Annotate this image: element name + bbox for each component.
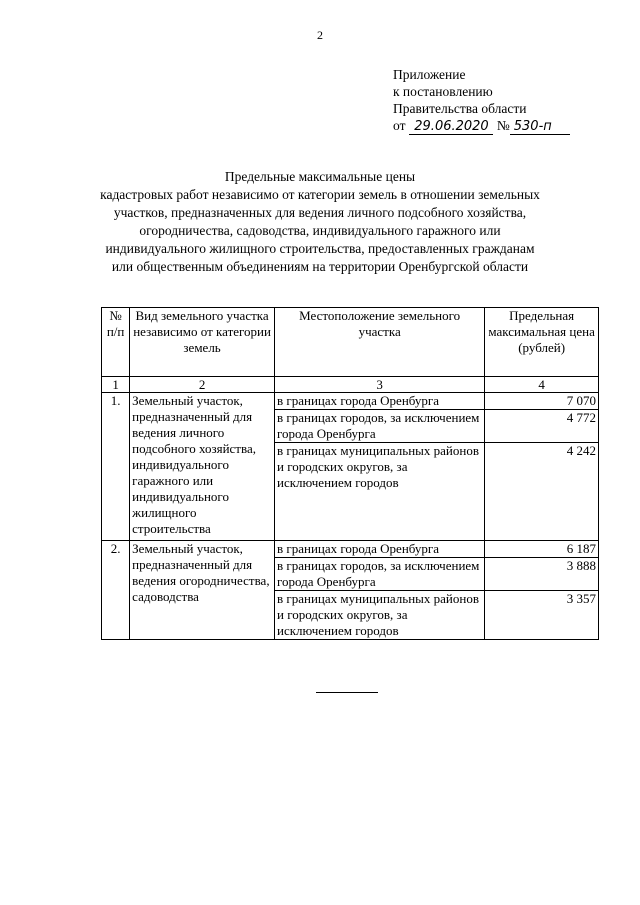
title-line: индивидуального жилищного строительства, предоставленных гражданам — [105, 241, 535, 256]
column-number: 2 — [130, 377, 275, 393]
land-type-cell: Земельный участок, предназначенный для ведения огородничества, садоводства — [130, 541, 275, 640]
title-line: Предельные максимальные цены — [224, 169, 416, 184]
from-label: от — [393, 118, 406, 133]
location-cell: в границах муниципальных районов и городских округов, за исключением городов — [275, 591, 485, 640]
title-line: участков, предназначенных для ведения личного подсобного хозяйства, — [113, 205, 527, 220]
document-title — [60, 168, 580, 276]
price-cell: 3 888 — [485, 558, 599, 591]
column-number: 4 — [485, 377, 599, 393]
location-cell: в границах города Оренбурга — [275, 393, 485, 410]
header-cell: Вид земельного участка независимо от категории земель — [130, 308, 275, 377]
handwritten-number: 530-п — [510, 120, 570, 135]
price-cell: 4 242 — [485, 443, 599, 541]
column-number: 1 — [102, 377, 130, 393]
title-line: кадастровых работ независимо от категории земель в отношении земельных — [100, 187, 540, 202]
header-cell: № п/п — [102, 308, 130, 377]
price-cell: 7 070 — [485, 393, 599, 410]
appendix-block — [393, 66, 570, 135]
appendix-line: к постановлению — [393, 84, 493, 99]
location-cell: в границах городов, за исключением города Оренбурга — [275, 410, 485, 443]
row-number: 2. — [102, 541, 130, 640]
table-row — [102, 393, 599, 410]
price-cell: 4 772 — [485, 410, 599, 443]
location-cell: в границах муниципальных районов и городских округов, за исключением городов — [275, 443, 485, 541]
header-cell: Местоположение земельного участка — [275, 308, 485, 377]
title-line: или общественным объединениям на территории Оренбургской области — [111, 259, 529, 274]
row-number: 1. — [102, 393, 130, 541]
price-table — [101, 307, 599, 640]
column-number: 3 — [275, 377, 485, 393]
land-type-cell: Земельный участок, предназначенный для ведения личного подсобного хозяйства, индивидуального гаражного или индивидуального жилищного строительства — [130, 393, 275, 541]
location-cell: в границах городов, за исключением города Оренбурга — [275, 558, 485, 591]
price-cell: 6 187 — [485, 541, 599, 558]
handwritten-date: 29.06.2020 — [409, 120, 493, 135]
location-cell: в границах города Оренбурга — [275, 541, 485, 558]
appendix-line: Приложение — [393, 67, 466, 82]
closing-rule — [316, 692, 378, 693]
page-number: 2 — [317, 28, 323, 42]
header-cell: Предельная максимальная цена (рублей) — [485, 308, 599, 377]
number-label: № — [496, 118, 510, 133]
column-number-row — [102, 377, 599, 393]
table-header-row — [102, 308, 599, 377]
price-cell: 3 357 — [485, 591, 599, 640]
appendix-date-line — [393, 117, 570, 135]
appendix-line: Правительства области — [393, 101, 527, 116]
table-row — [102, 541, 599, 558]
title-line: огородничества, садоводства, индивидуального гаражного или — [139, 223, 501, 238]
